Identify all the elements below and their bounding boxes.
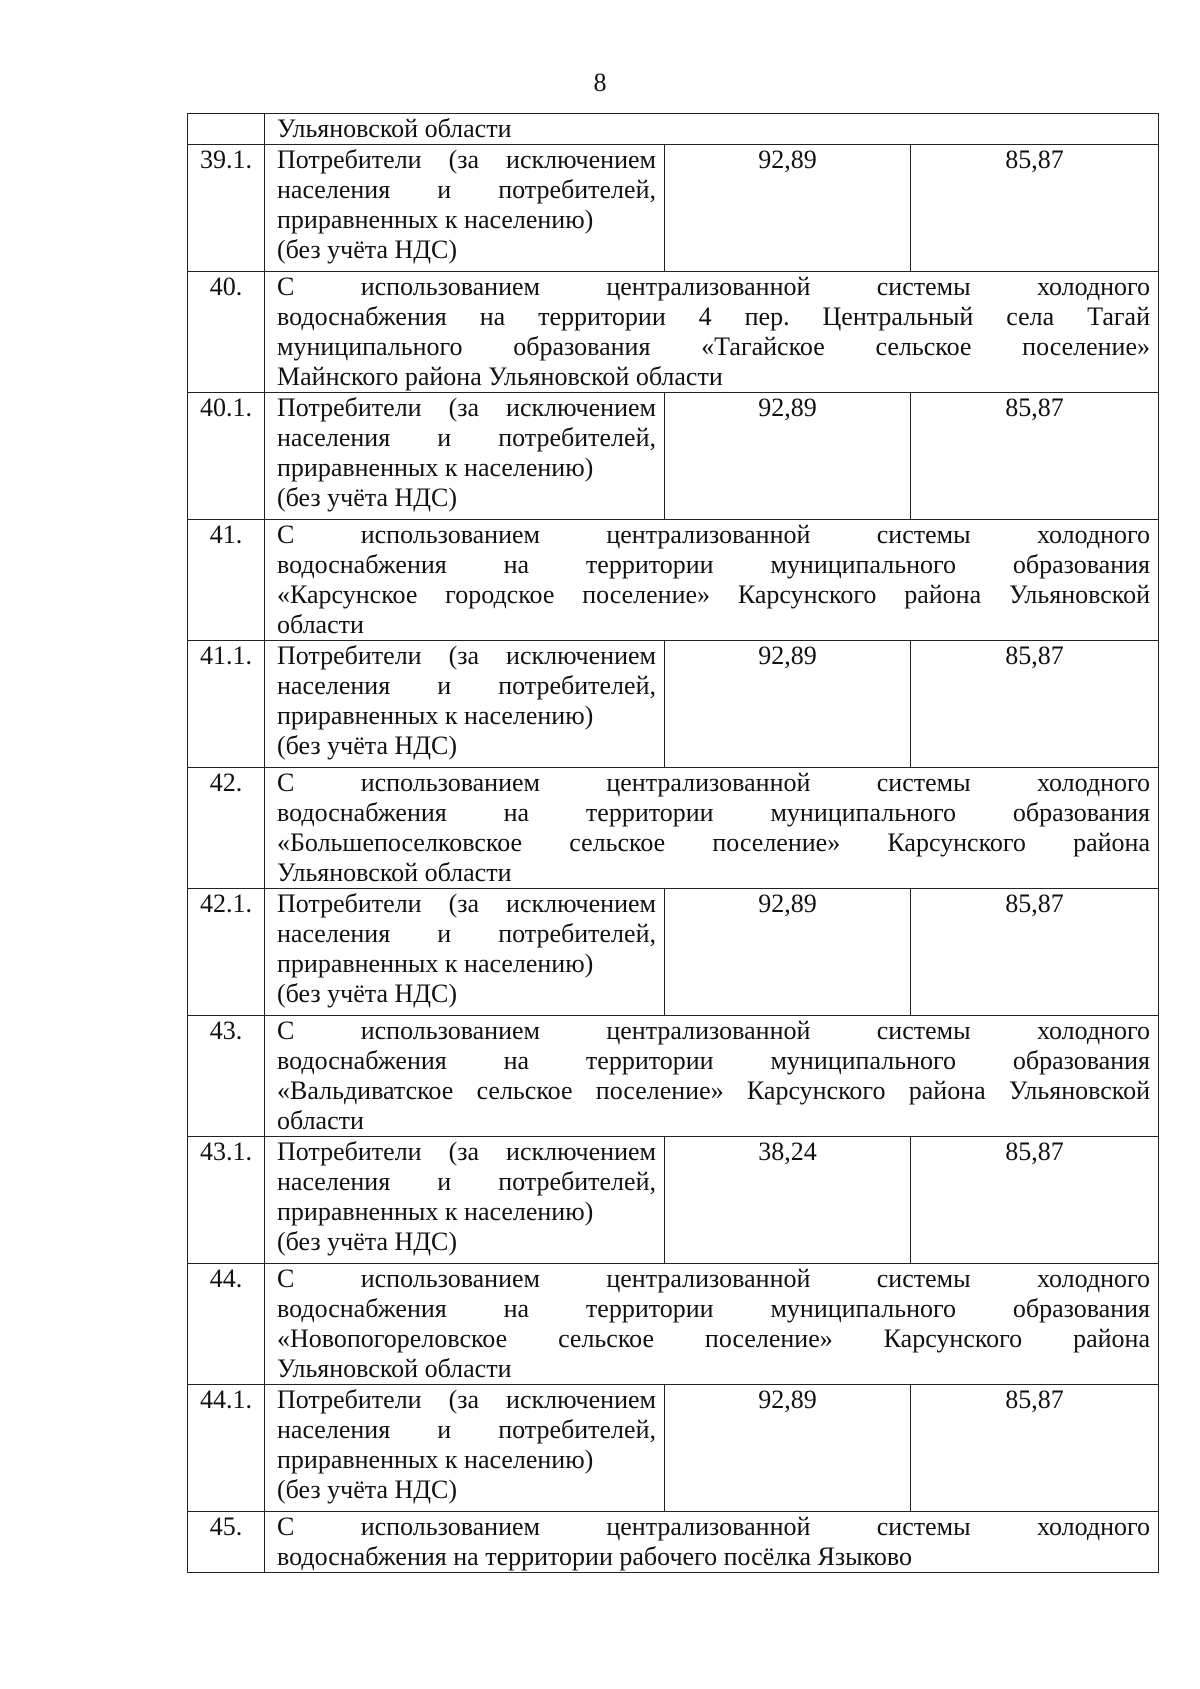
description-line: приравненных к населению) — [277, 205, 594, 234]
description-line: С использованием централизованной системы холодного — [277, 1264, 1151, 1293]
description-line: водоснабжения на территории муниципального образования — [277, 550, 1151, 579]
table-row — [188, 889, 1159, 1016]
row-description — [265, 114, 1159, 145]
description-line: водоснабжения на территории муниципального образования — [277, 1294, 1151, 1323]
tariff-value-2: 85,87 — [911, 1385, 1159, 1512]
description-line: области — [277, 610, 364, 639]
description-line: муниципального образования «Тагайское сельское поселение» — [277, 332, 1151, 361]
row-number: 42. — [188, 768, 265, 889]
table-row — [188, 393, 1159, 520]
description-line: водоснабжения на территории муниципального образования — [277, 1046, 1151, 1075]
description-line: населения и потребителей, — [277, 1415, 656, 1444]
table-row — [188, 641, 1159, 768]
description-line: «Карсунское городское поселение» Карсунского района Ульяновской — [277, 580, 1151, 609]
description-line: приравненных к населению) — [277, 453, 594, 482]
description-line: Потребители (за исключением — [277, 889, 656, 918]
description-line: (без учёта НДС) — [277, 235, 458, 264]
tariff-value-1: 92,89 — [665, 889, 911, 1016]
row-description — [265, 1016, 1159, 1137]
row-number: 40. — [188, 272, 265, 393]
tariff-value-1: 92,89 — [665, 1385, 911, 1512]
row-description — [265, 1512, 1159, 1573]
description-line: (без учёта НДС) — [277, 731, 458, 760]
row-number: 44.1. — [188, 1385, 265, 1512]
row-description — [265, 520, 1159, 641]
tariff-value-2: 85,87 — [911, 145, 1159, 272]
table-row — [188, 145, 1159, 272]
description-line: Ульяновской области — [277, 114, 512, 143]
description-line: С использованием централизованной системы холодного — [277, 520, 1151, 549]
description-line: «Вальдиватское сельское поселение» Карсунского района Ульяновской — [277, 1076, 1151, 1105]
row-description — [265, 768, 1159, 889]
description-line: водоснабжения на территории 4 пер. Центральный села Тагай — [277, 302, 1151, 331]
row-number: 41.1. — [188, 641, 265, 768]
description-line: (без учёта НДС) — [277, 483, 458, 512]
description-line: населения и потребителей, — [277, 671, 656, 700]
description-line: приравненных к населению) — [277, 701, 594, 730]
table-row — [188, 768, 1159, 889]
description-line: (без учёта НДС) — [277, 979, 458, 1008]
description-line: «Новопогореловское сельское поселение» Карсунского района — [277, 1324, 1151, 1353]
description-line: Ульяновской области — [277, 1354, 512, 1383]
description-line: (без учёта НДС) — [277, 1475, 458, 1504]
tariff-value-1: 92,89 — [665, 393, 911, 520]
tariff-value-1: 92,89 — [665, 641, 911, 768]
row-description — [265, 1264, 1159, 1385]
row-number: 40.1. — [188, 393, 265, 520]
table-row — [188, 520, 1159, 641]
tariff-value-2: 85,87 — [911, 889, 1159, 1016]
description-line: С использованием централизованной системы холодного — [277, 768, 1151, 797]
tariff-value-2: 85,87 — [911, 1137, 1159, 1264]
consumer-description — [265, 1137, 665, 1264]
description-line: С использованием централизованной системы холодного — [277, 1512, 1151, 1541]
row-number: 45. — [188, 1512, 265, 1573]
row-description — [265, 272, 1159, 393]
description-line: приравненных к населению) — [277, 949, 594, 978]
tariff-value-1: 92,89 — [665, 145, 911, 272]
tariff-value-1: 38,24 — [665, 1137, 911, 1264]
row-number: 43.1. — [188, 1137, 265, 1264]
table-row — [188, 114, 1159, 145]
row-number: 43. — [188, 1016, 265, 1137]
consumer-description — [265, 889, 665, 1016]
table-row — [188, 1016, 1159, 1137]
consumer-description — [265, 393, 665, 520]
description-line: Потребители (за исключением — [277, 393, 656, 422]
description-line: населения и потребителей, — [277, 1167, 656, 1196]
row-number: 39.1. — [188, 145, 265, 272]
description-line: Потребители (за исключением — [277, 1137, 656, 1166]
description-line: населения и потребителей, — [277, 423, 656, 452]
row-number: 44. — [188, 1264, 265, 1385]
description-line: (без учёта НДС) — [277, 1227, 458, 1256]
tariff-value-2: 85,87 — [911, 393, 1159, 520]
description-line: Потребители (за исключением — [277, 1385, 656, 1414]
description-line: С использованием централизованной системы холодного — [277, 272, 1151, 301]
row-number — [188, 114, 265, 145]
row-number: 41. — [188, 520, 265, 641]
tariff-table — [187, 113, 1159, 1573]
page-number: 8 — [593, 68, 607, 97]
description-line: Потребители (за исключением — [277, 641, 656, 670]
description-line: «Большепоселковское сельское поселение» Карсунского района — [277, 828, 1151, 857]
consumer-description — [265, 145, 665, 272]
table-row — [188, 1512, 1159, 1573]
table-row — [188, 1385, 1159, 1512]
table-row — [188, 272, 1159, 393]
description-line: Майнского района Ульяновской области — [277, 362, 723, 391]
description-line: приравненных к населению) — [277, 1197, 594, 1226]
table-row — [188, 1264, 1159, 1385]
description-line: населения и потребителей, — [277, 919, 656, 948]
description-line: области — [277, 1106, 364, 1135]
tariff-value-2: 85,87 — [911, 641, 1159, 768]
description-line: водоснабжения на территории муниципального образования — [277, 798, 1151, 827]
table-row — [188, 1137, 1159, 1264]
description-line: приравненных к населению) — [277, 1445, 594, 1474]
description-line: Потребители (за исключением — [277, 145, 656, 174]
consumer-description — [265, 1385, 665, 1512]
row-number: 42.1. — [188, 889, 265, 1016]
description-line: С использованием централизованной системы холодного — [277, 1016, 1151, 1045]
description-line: населения и потребителей, — [277, 175, 656, 204]
consumer-description — [265, 641, 665, 768]
description-line: Ульяновской области — [277, 858, 512, 887]
description-line: водоснабжения на территории рабочего посёлка Языково — [277, 1542, 912, 1571]
